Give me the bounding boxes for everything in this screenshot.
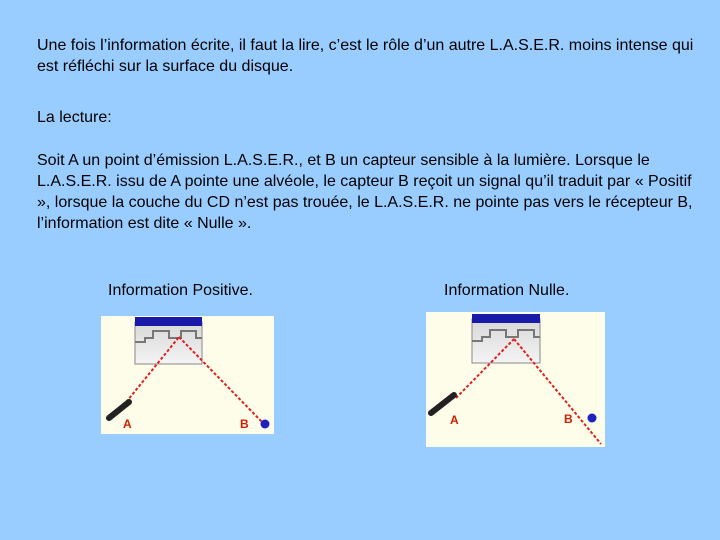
intro-paragraph: Une fois l’information écrite, il faut la lire, c’est le rôle d’un autre L.A.S.E.R. moins intense qui est réfléchi sur la surface du disque. (37, 37, 694, 75)
sensor-dot (588, 414, 597, 423)
laser-emitter (431, 395, 454, 413)
section-heading: La lecture: (37, 109, 112, 126)
reading-paragraph: Soit A un point d’émission L.A.S.E.R., et B un capteur sensible à la lumière. Lorsque le L.A.S.E.R. issu de A pointe une alvéole, le capteur B reçoit un signal qu’il traduit par « Positif », lorsque la couche du CD n’est pas trouée, le L.A.S.E.R. ne pointe pas vers le récepteur B, l’information est dite « Nulle ». (37, 152, 693, 232)
laser-beam-reflected (514, 339, 601, 444)
laser-emitter (109, 402, 129, 418)
caption-null: Information Nulle. (444, 282, 570, 299)
figure-null (426, 312, 605, 447)
sensor-dot (261, 420, 270, 429)
label-b: B (564, 412, 573, 426)
caption-positive: Information Positive. (108, 282, 253, 299)
label-b: B (240, 417, 249, 431)
figure-positive (101, 316, 274, 434)
disc-label-layer (135, 317, 202, 326)
disc-label-layer (472, 314, 540, 323)
label-a: A (450, 413, 459, 427)
label-a: A (123, 417, 132, 431)
